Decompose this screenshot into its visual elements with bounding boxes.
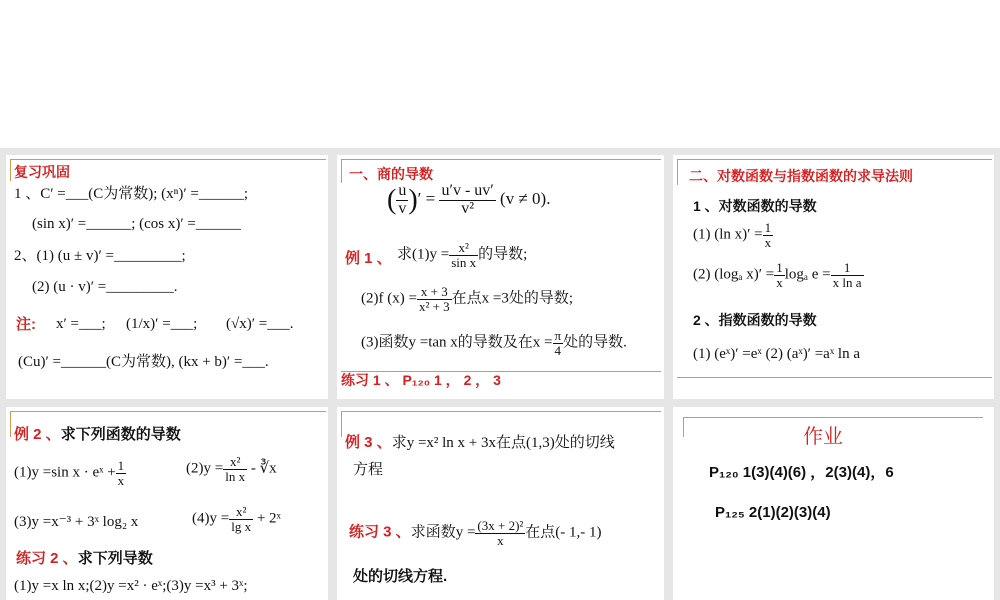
example-2: (2)f (x) = $\frac{x + 3}{\text{x² + 3}}$ 在点x =3处的导数; (361, 284, 574, 314)
example-3-text: 例 3 、求y =x² ln x + 3x在点(1,3)处的切线 (345, 434, 615, 451)
panel-left-rule (10, 411, 11, 437)
example-2-item: (4)y = $\frac{\text{x²}}{\text{lg x}}$ + 2ˣ (192, 504, 281, 534)
panel-review (6, 155, 328, 399)
formula-line: 1 、C′ =___(C为常数); (xⁿ)′ =______; (14, 186, 249, 202)
practice-3-cont: 处的切线方程. (353, 568, 448, 585)
homework-title: 作业 (803, 426, 843, 448)
panel-top-rule (10, 411, 326, 412)
example-3: (3)函数y =tan x的导数及在x = $\frac{\pi}{4}$ 处的导数. (361, 328, 627, 358)
panel-left-rule (683, 417, 684, 437)
panel-top-rule (683, 417, 983, 418)
panel-top-rule (341, 411, 661, 412)
quotient-rule: ( $\frac{u}{v}$ )′ = $\frac{u'v - uv'}{\text{v²}}$ (v ≠ 0). (387, 182, 551, 217)
panel-log-exp-rules (673, 155, 994, 399)
formula-line: x′ =___; (56, 316, 106, 332)
formula-line: (1/x)′ =___; (126, 316, 198, 332)
panel-divider (677, 377, 992, 378)
example-label: 例 1 、 (345, 250, 392, 267)
panel-quotient-derivative (337, 155, 664, 399)
example-2-item: (2)y = $\frac{\text{x²}}{\text{ln x}}$ - ∛x (186, 454, 277, 484)
formula-line: (sin x)′ =______; (cos x)′ =______ (32, 216, 241, 232)
panel-left-rule (10, 159, 11, 181)
panel-title: 二、对数函数与指数函数的求导法则 (689, 168, 913, 184)
section-heading: 1 、对数函数的导数 (693, 198, 817, 214)
log-rule-2: (2) (logₐ x)′ = $\frac{1}{x}$ logₐ e = $\frac{1}{\text{x ln a}}$ (693, 260, 862, 290)
panel-title: 复习巩固 (14, 164, 70, 180)
homework-line: P₁₂₀ 1(3)(4)(6) ，2(3)(4)，6 (709, 464, 894, 481)
homework-line: P₁₂₅ 2(1)(2)(3)(4) (715, 504, 831, 521)
formula-line: 2、(1) (u ± v)′ =_________; (14, 248, 186, 264)
practice-2: 练习 2 、求下列导数 (16, 550, 153, 567)
panel-left-rule (341, 159, 342, 183)
panel-top-rule (677, 159, 992, 160)
note-label: 注: (16, 316, 36, 333)
section-heading: 2 、指数函数的导数 (693, 312, 817, 328)
panel-homework (673, 407, 994, 600)
formula-line: (2) (u · v)′ =_________. (32, 279, 178, 295)
practice-2-items: (1)y =x ln x;(2)y =x² · eˣ;(3)y =x³ + 3ˣ; (14, 578, 248, 594)
panel-example-2 (6, 407, 328, 600)
practice-3: 练习 3 、求函数y = $\frac{\text{(3x + 2)²}}{x}$ 在点(- 1,- 1) (349, 518, 602, 548)
example-2-item: (1)y =sin x · eˣ + $\frac{1}{x}$ (14, 458, 125, 488)
panel-top-rule (10, 159, 326, 160)
formula-line: (√x)′ =___. (226, 316, 294, 332)
panel-left-rule (341, 411, 342, 437)
panel-title: 例 2 、求下列函数的导数 (14, 426, 181, 443)
formula-line: (Cu)′ =______(C为常数), (kx + b)′ =___. (18, 354, 269, 370)
practice-1: 练习 1 、 P₁₂₀ 1 ， 2 ， 3 (341, 372, 501, 388)
log-rule-1: (1) (ln x)′ = $\frac{1}{x}$ (693, 220, 772, 250)
panel-example-3 (337, 407, 664, 600)
panel-title: 一、商的导数 (349, 166, 433, 182)
exp-rules: (1) (eˣ)′ =eˣ (2) (aˣ)′ =aˣ ln a (693, 346, 860, 362)
panel-left-rule (677, 159, 678, 185)
example-2-item: (3)y =x⁻³ + 3ˣ log₂ x (14, 514, 139, 530)
panel-top-rule (341, 159, 661, 160)
example-3-text-cont: 方程 (353, 462, 384, 478)
example-1: 求(1)y = $\frac{\text{x²}}{\text{sin x}}$ 的导数; (397, 240, 528, 270)
